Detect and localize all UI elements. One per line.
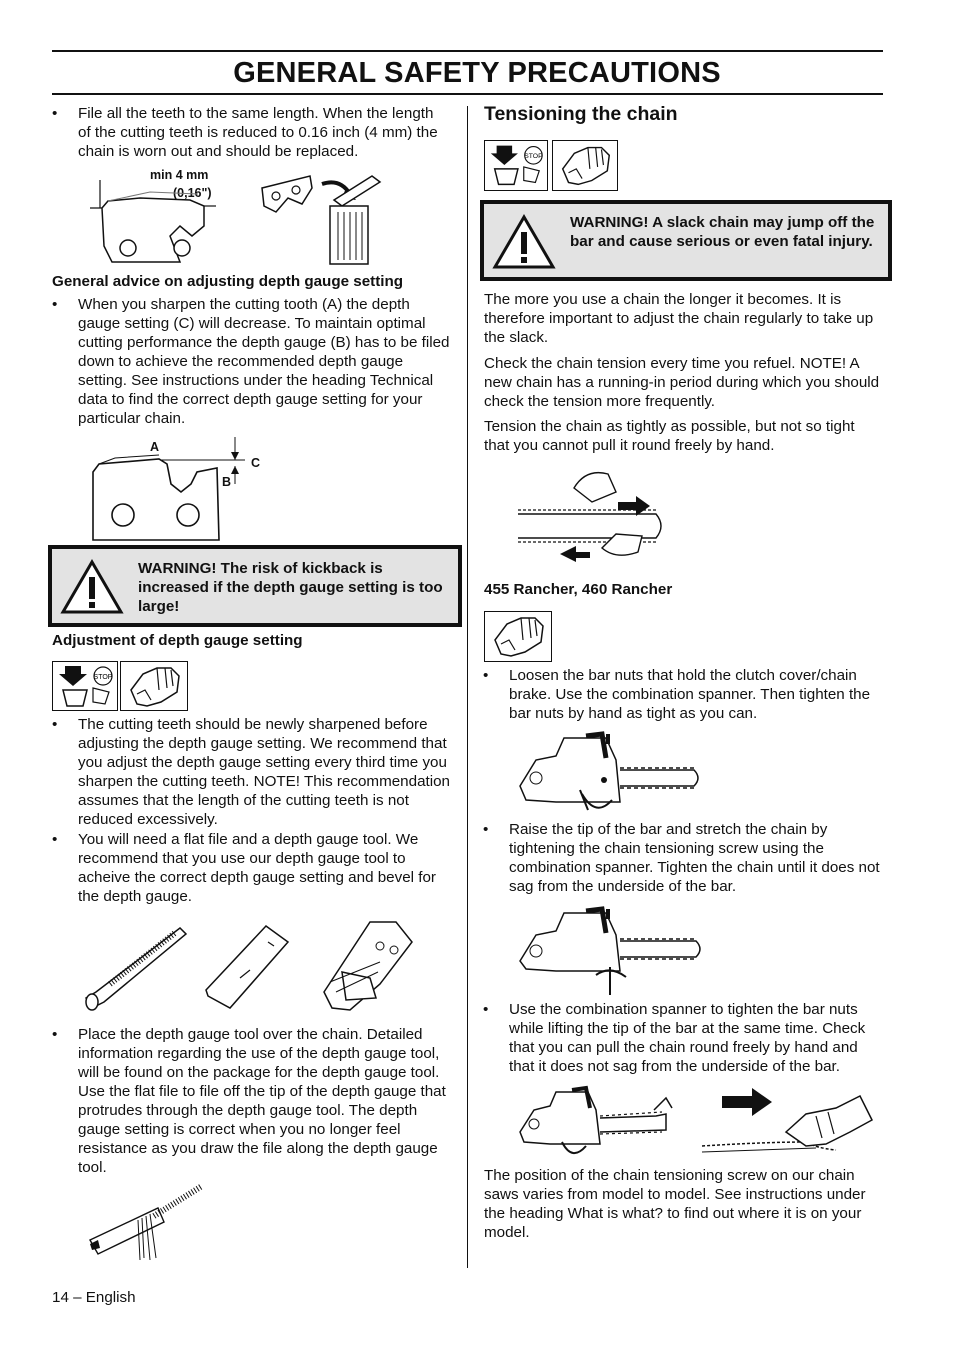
bullet-raise: • Raise the tip of the bar and stretch the chain by tightening the chain tensioning screw using the combination spanner. Tighten the chain until it does not sag from the underside of the bar.	[483, 821, 880, 895]
bullet-spanner: • Use the combination spanner to tighten the bar nuts while lifting the tip of the bar at the same time. Check that you can pull the chain round freely by hand and that it does not sag from the underside of the bar.	[483, 1001, 866, 1075]
para-screw-position: The position of the chain tensioning screw on our chain saws varies from model to model. See instructions under the heading What is what? to find out where it is on your model.	[484, 1167, 866, 1241]
chain-in-gauge-icon	[324, 922, 412, 1010]
glove-drawing-right	[553, 141, 617, 189]
bullet-advice: • When you sharpen the cutting tooth (A) the depth gauge setting (C) will decrease. To maintain optimal cutting performance the depth gauge (B) has to be filed down to achieve the recommended depth gauge setting. See instructions under the heading Technical data to find the correct depth gauge setting for your particular chain.	[52, 296, 450, 427]
models-heading: 455 Rancher, 460 Rancher	[484, 581, 673, 598]
chainsaw-icon	[520, 734, 698, 802]
label-c: C	[251, 456, 261, 470]
bullet-sharpen-text: The cutting teeth should be newly sharpened before adjusting the depth gauge setting. We recommend that you adjust the depth gauge setting every third time you sharpen the cutting teeth. NOTE! This recommendation assumes that the length of the cutting teeth is not reduced excessively.	[78, 716, 451, 828]
bullet-tools: • You will need a flat file and a depth gauge tool. We recommend that you use our depth gauge tool to acheive the correct depth gauge setting and bevel for the depth gauge.	[52, 831, 436, 905]
advice-heading: General advice on adjusting depth gauge setting	[52, 273, 404, 290]
tensioning-heading: Tensioning the chain	[484, 103, 678, 125]
para-tension-tight: Tension the chain as tightly as possible, but not so tight that you cannot pull it round freely by hand.	[484, 418, 855, 454]
warning-kickback-box	[48, 545, 462, 627]
page-title: GENERAL SAFETY PRECAUTIONS	[233, 57, 721, 89]
label-a: A	[150, 440, 160, 454]
depth-gauge-tool-icon	[206, 926, 288, 1008]
glove-drawing	[121, 662, 187, 710]
tools-figure	[80, 912, 430, 1022]
stop-engine-icon-right	[484, 140, 548, 191]
bullet-advice-text: When you sharpen the cutting tooth (A) the depth gauge setting (C) will decrease. To maintain optimal cutting performance the depth gauge (B) has to be filed down to achieve the recommended depth gauge setting. See instructions under the heading Technical data to find the correct depth gauge setting for your particular chain.	[78, 296, 450, 427]
chain-tooth-drawing	[80, 166, 400, 270]
protective-glove-icon	[120, 661, 188, 711]
label-min-4mm: min 4 mm	[150, 168, 209, 182]
flat-file-icon	[86, 928, 186, 1010]
adjust-heading: Adjustment of depth gauge setting	[52, 632, 303, 649]
protective-glove-icon-right	[552, 140, 618, 191]
bullet-file-teeth: • File all the teeth to the same length. When the length of the cutting teeth is reduced to 0.16 inch (4 mm) the chain is worn out and should be replaced.	[52, 105, 438, 160]
bullet-file-teeth-text: File all the teeth to the same length. When the length of the cutting teeth is reduced to 0.16 inch (4 mm) the chain is worn out and should be replaced.	[78, 105, 438, 160]
warning-slack-text: WARNING! A slack chain may jump off the bar and cause serious or even fatal injury.	[570, 214, 875, 250]
stop-label-right: STOP	[524, 153, 543, 161]
label-inch: (0,16")	[173, 186, 212, 200]
page-number: 14 – English	[52, 1289, 136, 1306]
top-rule	[52, 50, 883, 52]
depth-gauge-diagram	[85, 432, 275, 544]
label-b: B	[222, 475, 232, 489]
bullet-place-tool: • Place the depth gauge tool over the chain. Detailed information regarding the use of the depth gauge tool, will be found on the package for the depth gauge tool. Use the flat file to file off the tip of the depth gauge that protrudes through the depth gauge tool. The depth gauge setting is correct when you no longer feel resistance as you draw the file along the depth gauge tool.	[52, 1026, 446, 1176]
column-divider	[467, 106, 468, 1268]
stop-engine-drawing-right	[485, 141, 547, 189]
protective-glove-icon-models	[484, 611, 552, 662]
worn-tooth	[262, 176, 312, 212]
chainsaw-tighten-figure	[516, 1086, 886, 1166]
tooth-min-length-figure	[80, 166, 400, 270]
trash-bin-icon	[330, 176, 380, 264]
warning-slack-box	[480, 200, 892, 281]
para-check-tension: Check the chain tension every time you refuel. NOTE! A new chain has a running-in period during which you should check the tension more frequently.	[484, 355, 880, 410]
hand-pulling-chain-figure	[516, 462, 666, 572]
stop-engine-drawing	[53, 662, 117, 710]
bullet-place-tool-text: Place the depth gauge tool over the chain. Detailed information regarding the use of the depth gauge tool, will be found on the package for the depth gauge tool. Use the flat file to file off the tip of the depth gauge that protrudes through the depth gauge tool. The depth gauge setting is correct when you no longer feel resistance as you draw the file along the depth gauge tool.	[78, 1026, 446, 1176]
abc-tooth-drawing	[85, 432, 275, 544]
warning-kickback-text: WARNING! The risk of kickback is increased if the depth gauge setting is too large!	[138, 560, 443, 615]
bullet-loosen-text: Loosen the bar nuts that hold the clutch cover/chain brake. Use the combination spanner. Then tighten the bar nuts by hand as tight as you can.	[509, 667, 871, 722]
bullet-tools-text: You will need a flat file and a depth gauge tool. We recommend that you use our depth gauge tool to acheive the correct depth gauge setting and bevel for the depth gauge.	[78, 831, 436, 905]
chainsaw-loosen-figure	[516, 730, 706, 820]
para-chain-length: The more you use a chain the longer it becomes. It is therefore important to adjust the chain regularly to take up the slack.	[484, 291, 874, 346]
title-underline	[52, 93, 883, 95]
bullet-loosen: • Loosen the bar nuts that hold the clutch cover/chain brake. Use the combination spanner. Then tighten the bar nuts by hand as tight as you can.	[483, 667, 871, 722]
chainsaw-raise-figure	[516, 905, 706, 1000]
glove-drawing-models	[485, 612, 551, 660]
warning-triangle-icon	[60, 559, 124, 615]
bullet-spanner-text: Use the combination spanner to tighten the bar nuts while lifting the tip of the bar at the same time. Check that you can pull the chain round freely by hand and that it does not sag from the underside of the bar.	[509, 1001, 866, 1075]
filing-gauge-figure	[84, 1180, 214, 1270]
bullet-sharpen: • The cutting teeth should be newly sharpened before adjusting the depth gauge setting. We recommend that you adjust the depth gauge setting every third time you sharpen the cutting teeth. NOTE! This recommendation assumes that the length of the cutting teeth is not reduced excessively.	[52, 716, 451, 828]
warning-triangle-icon-right	[492, 214, 556, 270]
stop-engine-icon	[52, 661, 118, 711]
bullet-raise-text: Raise the tip of the bar and stretch the chain by tightening the chain tensioning screw using the combination spanner. Tighten the chain until it does not sag from the underside of the bar.	[509, 821, 880, 895]
stop-label: STOP	[93, 674, 113, 681]
